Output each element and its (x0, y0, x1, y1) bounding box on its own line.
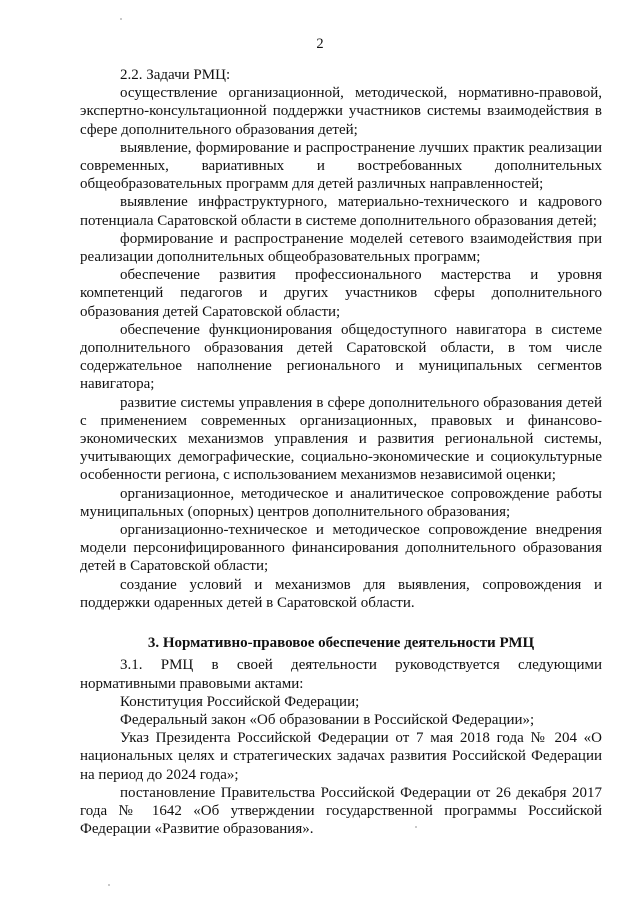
task-paragraph: создание условий и механизмов для выявления, сопровождения и поддержки одаренных детей в Саратовской области. (80, 576, 602, 611)
task-paragraph: развитие системы управления в сфере дополнительного образования детей с применением современных организационных, правовых и финансово-экономических механизмов управления и развития региональной системы, учитывающих демографические, социально-экономические и социокультурные особенности региона, с использованием механизмов независимой оценки; (80, 394, 602, 484)
task-paragraph: организационное, методическое и аналитическое сопровождение работы муниципальных (опорных) центров дополнительного образования; (80, 485, 602, 520)
scan-speck (415, 826, 417, 828)
scan-speck (120, 18, 122, 20)
task-paragraph: выявление инфраструктурного, материально-технического и кадрового потенциала Саратовской области в системе дополнительного образования детей; (80, 194, 602, 229)
task-paragraph: обеспечение функционирования общедоступного навигатора в системе дополнительного образования детей Саратовской области, в том числе содержательное наполнение регионального и муниципальных сегментов навигатора; (80, 321, 602, 393)
tasks-heading: 2.2. Задачи РМЦ: (120, 67, 231, 83)
task-paragraph: выявление, формирование и распространение лучших практик реализации современных, вариативных и востребованных дополнительных общеобразовательных программ для детей различных направленностей; (80, 139, 602, 193)
section-3-paragraph: 3.1. РМЦ в своей деятельности руководствуется следующими нормативными правовыми актами: (80, 657, 602, 692)
page-content (80, 66, 602, 838)
section-3-paragraph: Федеральный закон «Об образовании в Российской Федерации»; (120, 711, 535, 728)
task-paragraph: формирование и распространение моделей сетевого взаимодействия при реализации дополнительных общеобразовательных программ; (80, 230, 602, 266)
scan-speck (108, 884, 110, 886)
task-paragraph: осуществление организационной, методической, нормативно-правовой, экспертно-консультационной поддержки участников системы взаимодействия в сфере дополнительного образования детей; (80, 85, 602, 138)
section-3-heading: 3. Нормативно-правовое обеспечение деятельности РМЦ (147, 635, 535, 652)
task-paragraph: обеспечение развития профессионального мастерства и уровня компетенций педагогов и других участников сферы дополнительного образования детей Саратовской области; (80, 267, 602, 320)
section-3-paragraph: Указ Президента Российской Федерации от 7 мая 2018 года № 204 «О национальных целях и стратегических задачах развития Российской Федерации на период до 2024 года»; (80, 730, 602, 783)
task-paragraph: организационно-техническое и методическое сопровождение внедрения модели персонифицированного финансирования дополнительного образования детей в Саратовской области; (80, 522, 602, 575)
section-3-paragraph: Конституция Российской Федерации; (120, 693, 360, 710)
section-3-paragraph: постановление Правительства Российской Федерации от 26 декабря 2017 года № 1642 «Об утверждении государственной программы Российской Федерации «Развитие образования». (80, 784, 602, 838)
page-number: 2 (316, 36, 324, 52)
